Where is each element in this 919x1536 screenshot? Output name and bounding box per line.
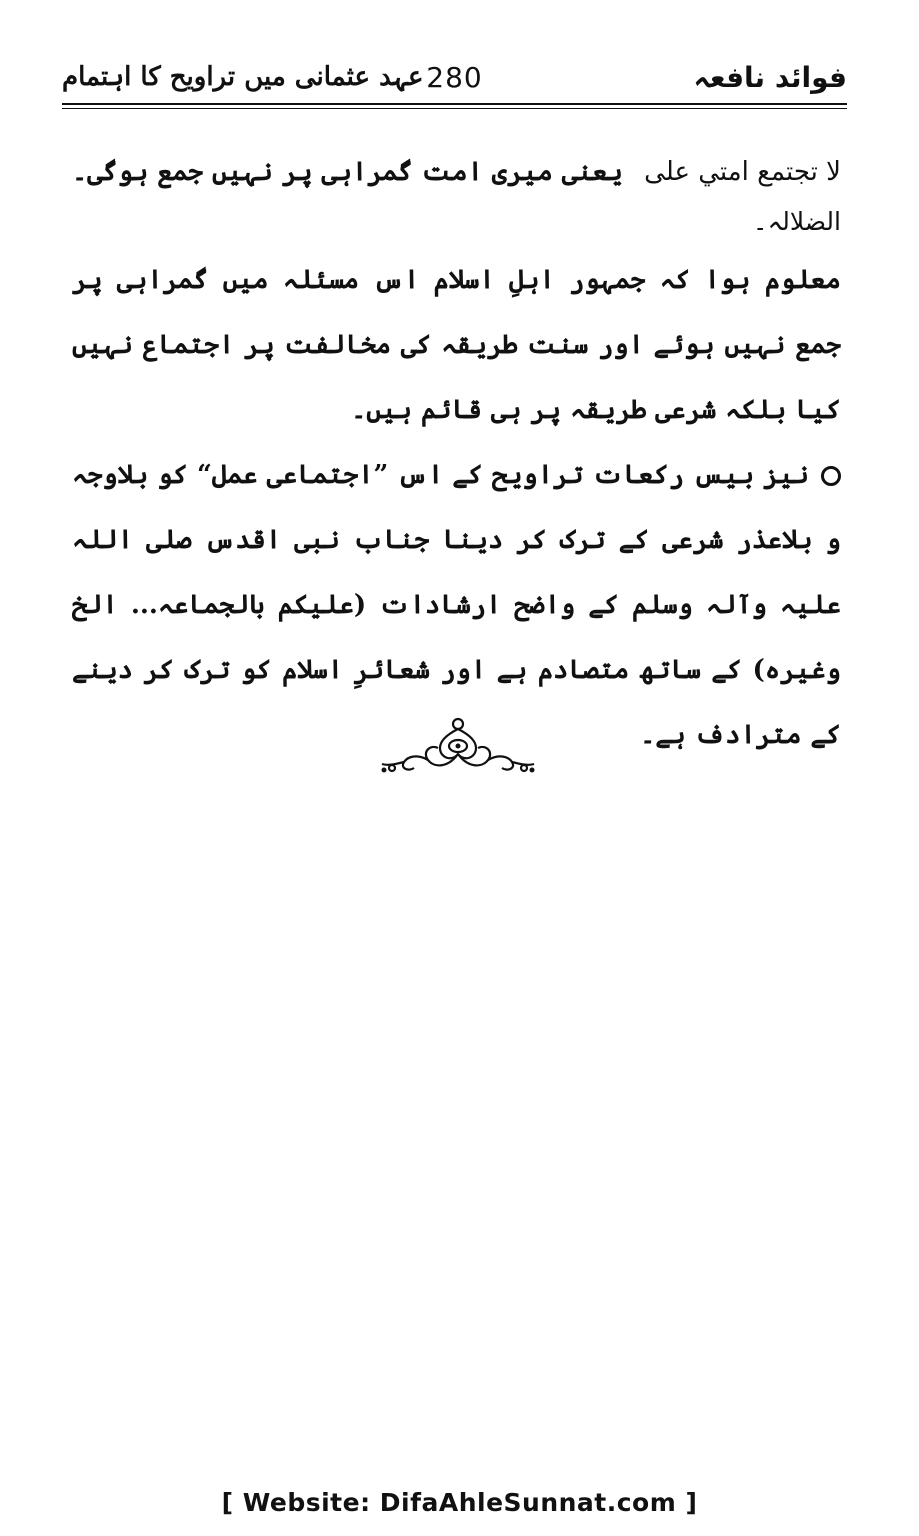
chapter-title: عہد عثمانی میں تراویح کا اہتمام xyxy=(62,62,424,92)
page-body xyxy=(72,148,841,768)
paragraph-conclusion: معلوم ہوا کہ جمہور اہلِ اسلام اس مسئلہ میں گمراہی پر جمع نہیں ہوئے اور سنت طریقہ کی مخالفت پر اجتماع نہیں کیا بلکہ شرعی طریقہ پر ہی قائم ہیں۔ xyxy=(72,265,841,425)
header-rule-thin xyxy=(62,108,847,109)
book-title: فوائد نافعہ xyxy=(693,60,847,94)
hadith-line xyxy=(72,148,841,196)
website-footer: [ Website: DifaAhleSunnat.com ] xyxy=(221,1488,698,1517)
circle-bullet-icon xyxy=(821,466,841,486)
page-number: 280 xyxy=(426,60,483,94)
paragraph-bullet-text: نیز بیس رکعات تراویح کے اس ”اجتماعی عمل“ کو بلاوجہ و بلاعذر شرعی کے ترک کر دینا جناب نبی اقدس صلی اللہ علیہ وآلہ وسلم کے واضح ارشادات (علیکم بالجماعہ... الخ وغیرہ) کے ساتھ متصادم ہے اور شعائرِ اسلام کو ترک کر دینے کے مترادف ہے۔ xyxy=(72,460,841,750)
header-rule-thick xyxy=(62,103,847,105)
hadith-arabic: لا تجتمع امتي علی xyxy=(644,157,841,187)
floral-ornament-icon xyxy=(378,712,538,782)
hadith-translation: یعنی میری امت گمراہی پر نہیں جمع ہوگی۔ xyxy=(72,157,623,187)
page-header xyxy=(62,52,847,102)
hadith-arabic-continuation: الضلالہ۔ xyxy=(752,207,841,236)
